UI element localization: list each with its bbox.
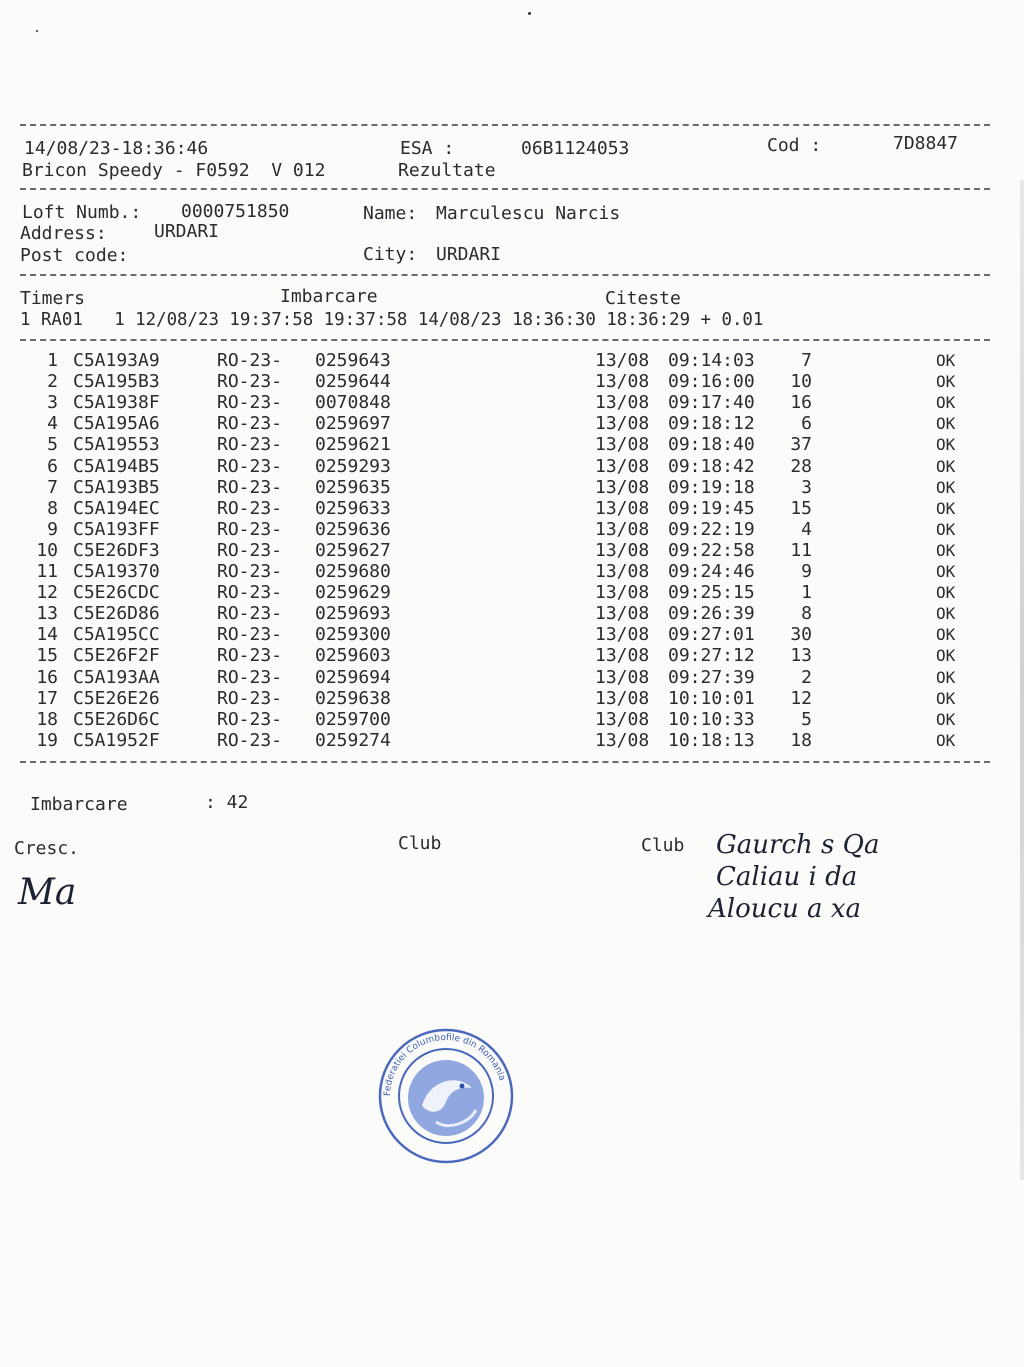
arrival-date: 13/08 — [595, 413, 650, 435]
arrival-time: 09:19:18 — [668, 476, 755, 498]
address-value: URDARI — [154, 221, 220, 242]
ring-prefix: RO-23- — [217, 476, 283, 498]
ring-prefix: RO-23- — [217, 645, 283, 667]
ring-prefix: RO-23- — [217, 371, 283, 393]
row-number: 12 — [36, 582, 58, 604]
ring-number: 0259680 — [315, 561, 391, 582]
arrival-time: 09:16:00 — [668, 371, 755, 393]
arrival-date: 13/08 — [595, 729, 650, 751]
arrival-date: 13/08 — [595, 518, 650, 540]
arrival-date: 13/08 — [595, 434, 650, 456]
chip-id: C5A195B3 — [73, 371, 160, 393]
table-row — [0, 434, 1024, 455]
table-row — [0, 350, 1024, 371]
status: OK — [936, 583, 956, 603]
position: 28 — [790, 455, 812, 477]
chip-id: C5A193A9 — [73, 350, 160, 371]
arrival-time: 09:27:12 — [668, 645, 755, 667]
arrival-date: 13/08 — [595, 455, 650, 477]
position: 5 — [801, 708, 812, 730]
status: OK — [936, 435, 956, 455]
table-row — [0, 477, 1024, 498]
row-number: 3 — [47, 392, 58, 414]
document-type: Rezultate — [398, 160, 496, 181]
arrival-date: 13/08 — [595, 687, 650, 709]
ring-prefix: RO-23- — [217, 434, 283, 456]
city-value: URDARI — [436, 244, 502, 265]
paper-speck — [36, 30, 38, 32]
club-label-2: Club — [641, 835, 685, 856]
status: OK — [936, 498, 956, 518]
arrival-date: 13/08 — [595, 645, 650, 667]
divider — [20, 188, 990, 190]
status: OK — [936, 667, 956, 687]
position: 15 — [790, 497, 812, 519]
table-row — [0, 392, 1024, 413]
arrival-date: 13/08 — [595, 371, 650, 393]
divider — [20, 124, 990, 126]
row-number: 14 — [36, 624, 58, 646]
position: 4 — [801, 518, 812, 540]
arrival-time: 10:10:01 — [668, 687, 755, 709]
ring-prefix: RO-23- — [217, 539, 283, 561]
ring-number: 0259643 — [315, 350, 391, 371]
arrival-time: 09:25:15 — [668, 582, 755, 604]
chip-id: C5A194B5 — [73, 455, 160, 477]
status: OK — [936, 393, 956, 413]
status: OK — [936, 688, 956, 708]
arrival-date: 13/08 — [595, 476, 650, 498]
device-info: Bricon Speedy - F0592 V 012 — [22, 160, 326, 181]
timer-line: 1 RA01 1 12/08/23 19:37:58 19:37:58 14/08/23 18:36:30 18:36:29 + 0.01 — [20, 310, 764, 330]
row-number: 19 — [36, 729, 58, 751]
ring-prefix: RO-23- — [217, 518, 283, 540]
chip-id: C5E26DF3 — [73, 539, 160, 561]
arrival-time: 09:26:39 — [668, 603, 755, 625]
table-row — [0, 709, 1024, 730]
arrival-time: 09:22:58 — [668, 539, 755, 561]
esa-label: ESA : — [400, 138, 455, 159]
ring-prefix: RO-23- — [217, 687, 283, 709]
ring-prefix: RO-23- — [217, 729, 283, 751]
club-label-1: Club — [398, 833, 442, 854]
row-number: 11 — [36, 561, 58, 582]
timers-citeste-label: Citeste — [605, 288, 681, 309]
summary-imbarcare-value: : 42 — [205, 792, 249, 813]
arrival-time: 10:10:33 — [668, 708, 755, 730]
arrival-time: 10:18:13 — [668, 729, 755, 751]
arrival-date: 13/08 — [595, 539, 650, 561]
position: 10 — [790, 371, 812, 393]
ring-number: 0259697 — [315, 413, 391, 435]
ring-prefix: RO-23- — [217, 392, 283, 414]
stamp-text: Federatiei Columbofile din Romania — [382, 1032, 507, 1097]
status: OK — [936, 730, 956, 750]
ring-number: 0259627 — [315, 539, 391, 561]
status: OK — [936, 562, 956, 581]
status: OK — [936, 625, 956, 645]
ring-number: 0259644 — [315, 371, 391, 393]
position: 1 — [801, 582, 812, 604]
chip-id: C5A19370 — [73, 561, 160, 582]
city-label: City: — [363, 244, 418, 265]
chip-id: C5A193FF — [73, 518, 160, 540]
table-row — [0, 456, 1024, 477]
table-row — [0, 519, 1024, 540]
ring-prefix: RO-23- — [217, 561, 283, 582]
ring-prefix: RO-23- — [217, 350, 283, 371]
status: OK — [936, 456, 956, 476]
chip-id: C5E26D86 — [73, 603, 160, 625]
name-value: Marculescu Narcis — [436, 203, 621, 224]
arrival-date: 13/08 — [595, 603, 650, 625]
arrival-time: 09:18:42 — [668, 455, 755, 477]
chip-id: C5A193AA — [73, 666, 160, 688]
arrival-time: 09:18:12 — [668, 413, 755, 435]
chip-id: C5A19553 — [73, 434, 160, 456]
arrival-date: 13/08 — [595, 497, 650, 519]
table-row — [0, 561, 1024, 582]
divider — [20, 339, 990, 341]
arrival-date: 13/08 — [595, 708, 650, 730]
position: 6 — [801, 413, 812, 435]
handwritten-note-line3: Aloucu a xa — [708, 894, 861, 924]
handwritten-note-line1: Gaurch s Qa — [716, 830, 880, 860]
chip-id: C5E26E26 — [73, 687, 160, 709]
row-number: 1 — [47, 350, 58, 371]
arrival-time: 09:22:19 — [668, 518, 755, 540]
ring-number: 0259636 — [315, 518, 391, 540]
chip-id: C5E26CDC — [73, 582, 160, 604]
ring-prefix: RO-23- — [217, 497, 283, 519]
row-number: 10 — [36, 539, 58, 561]
arrival-time: 09:27:01 — [668, 624, 755, 646]
cresc-signature: Ma — [18, 872, 77, 913]
ring-prefix: RO-23- — [217, 413, 283, 435]
chip-id: C5E26F2F — [73, 645, 160, 667]
position: 16 — [790, 392, 812, 414]
ring-number: 0259293 — [315, 455, 391, 477]
ring-prefix: RO-23- — [217, 603, 283, 625]
ring-number: 0259693 — [315, 603, 391, 625]
address-label: Address: — [20, 223, 107, 244]
arrival-date: 13/08 — [595, 666, 650, 688]
row-number: 15 — [36, 645, 58, 667]
chip-id: C5A193B5 — [73, 476, 160, 498]
arrival-time: 09:27:39 — [668, 666, 755, 688]
chip-id: C5A195CC — [73, 624, 160, 646]
table-row — [0, 603, 1024, 624]
row-number: 4 — [47, 413, 58, 435]
ring-number: 0259694 — [315, 666, 391, 688]
status: OK — [936, 709, 956, 729]
arrival-date: 13/08 — [595, 582, 650, 604]
row-number: 16 — [36, 666, 58, 688]
chip-id: C5E26D6C — [73, 708, 160, 730]
ring-number: 0259633 — [315, 497, 391, 519]
position: 9 — [801, 561, 812, 582]
status: OK — [936, 351, 956, 370]
cod-label: Cod : — [767, 135, 822, 156]
position: 13 — [790, 645, 812, 667]
position: 7 — [801, 350, 812, 371]
position: 2 — [801, 666, 812, 688]
ring-number: 0259638 — [315, 687, 391, 709]
row-number: 5 — [47, 434, 58, 456]
row-number: 17 — [36, 687, 58, 709]
club-stamp — [376, 1026, 516, 1166]
table-row — [0, 730, 1024, 751]
arrival-date: 13/08 — [595, 561, 650, 582]
ring-number: 0259300 — [315, 624, 391, 646]
row-number: 2 — [47, 371, 58, 393]
status: OK — [936, 519, 956, 539]
row-number: 18 — [36, 708, 58, 730]
row-number: 7 — [47, 476, 58, 498]
table-row — [0, 540, 1024, 561]
timers-label: Timers — [20, 288, 86, 309]
arrival-time: 09:19:45 — [668, 497, 755, 519]
ring-number: 0070848 — [315, 392, 391, 414]
position: 8 — [801, 603, 812, 625]
chip-id: C5A195A6 — [73, 413, 160, 435]
arrival-time: 09:24:46 — [668, 561, 755, 582]
ring-number: 0259621 — [315, 434, 391, 456]
status: OK — [936, 646, 956, 666]
chip-id: C5A1938F — [73, 392, 160, 414]
ring-number: 0259603 — [315, 645, 391, 667]
arrival-time: 09:18:40 — [668, 434, 755, 456]
ring-prefix: RO-23- — [217, 708, 283, 730]
row-number: 13 — [36, 603, 58, 625]
arrival-time: 09:17:40 — [668, 392, 755, 414]
table-row — [0, 498, 1024, 519]
table-row — [0, 413, 1024, 434]
cod-value: 7D8847 — [893, 133, 959, 154]
ring-prefix: RO-23- — [217, 624, 283, 646]
ring-number: 0259629 — [315, 582, 391, 604]
table-row — [0, 688, 1024, 709]
table-row — [0, 582, 1024, 603]
ring-number: 0259700 — [315, 708, 391, 730]
status: OK — [936, 604, 956, 624]
esa-value: 06B1124053 — [521, 138, 630, 159]
summary-imbarcare-label: Imbarcare — [30, 794, 128, 815]
position: 37 — [790, 434, 812, 456]
paper-speck — [528, 12, 531, 15]
ring-prefix: RO-23- — [217, 582, 283, 604]
table-row — [0, 645, 1024, 666]
position: 12 — [790, 687, 812, 709]
ring-prefix: RO-23- — [217, 666, 283, 688]
loft-label: Loft Numb.: — [22, 202, 142, 223]
position: 18 — [790, 729, 812, 751]
handwritten-note-line2: Caliau i da — [716, 862, 858, 892]
timers-imbarcare-label: Imbarcare — [280, 286, 378, 307]
arrival-date: 13/08 — [595, 392, 650, 414]
status: OK — [936, 477, 956, 497]
table-row — [0, 667, 1024, 688]
loft-value: 0000751850 — [181, 201, 290, 222]
divider — [20, 274, 990, 276]
table-row — [0, 371, 1024, 392]
ring-number: 0259635 — [315, 476, 391, 498]
divider — [20, 761, 990, 763]
ring-prefix: RO-23- — [217, 455, 283, 477]
row-number: 8 — [47, 497, 58, 519]
ring-number: 0259274 — [315, 729, 391, 751]
arrival-time: 09:14:03 — [668, 350, 755, 371]
position: 30 — [790, 624, 812, 646]
arrival-date: 13/08 — [595, 624, 650, 646]
position: 11 — [790, 539, 812, 561]
postcode-label: Post code: — [20, 245, 129, 266]
header-datetime: 14/08/23-18:36:46 — [24, 138, 209, 159]
row-number: 6 — [47, 455, 58, 477]
name-label: Name: — [363, 203, 418, 224]
position: 3 — [801, 476, 812, 498]
status: OK — [936, 414, 956, 434]
arrival-date: 13/08 — [595, 350, 650, 371]
chip-id: C5A1952F — [73, 729, 160, 751]
table-row — [0, 624, 1024, 645]
status: OK — [936, 372, 956, 392]
chip-id: C5A194EC — [73, 497, 160, 519]
row-number: 9 — [47, 518, 58, 540]
status: OK — [936, 540, 956, 560]
cresc-label: Cresc. — [14, 838, 80, 859]
